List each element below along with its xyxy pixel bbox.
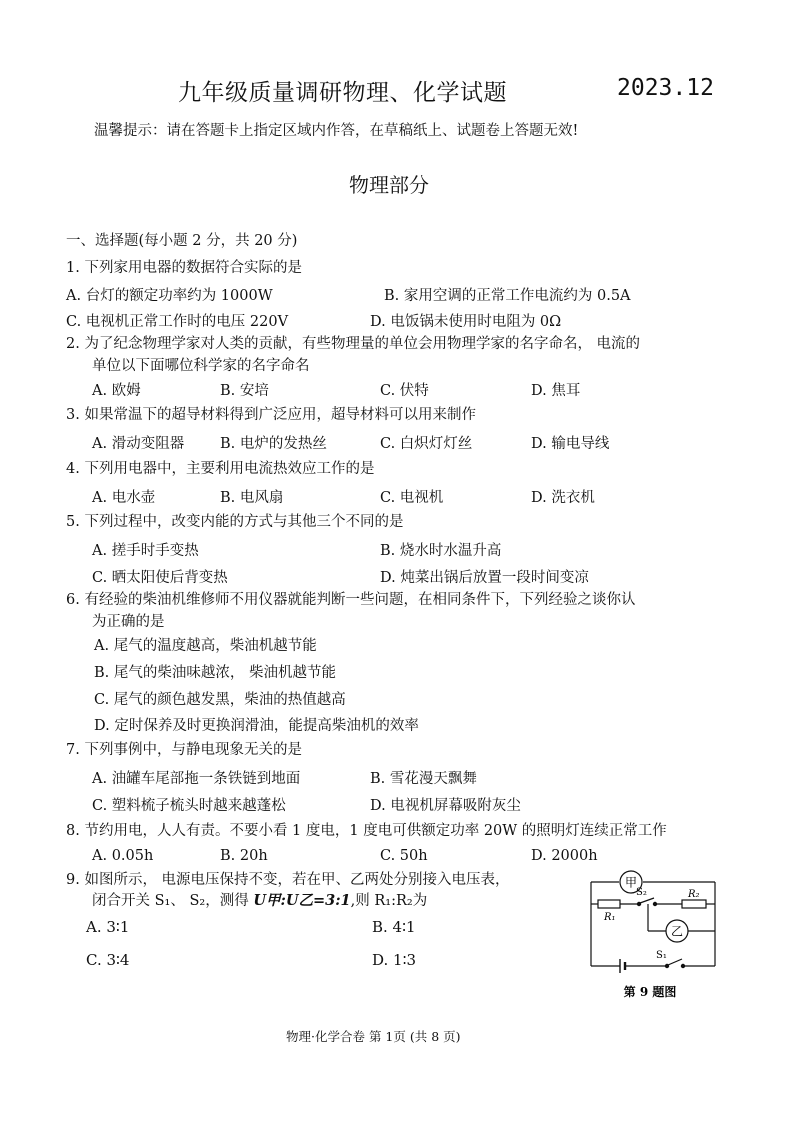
question-3-option-a: A. 滑动变阻器 <box>92 436 185 452</box>
question-6-option-a: A. 尾气的温度越高，柴油机越节能 <box>94 638 317 654</box>
r1-label: R₁ <box>604 912 616 923</box>
question-9-stem-line2 <box>92 890 427 912</box>
question-7-option-c: C. 塑料梳子梳头时越来越蓬松 <box>92 798 286 814</box>
page-footer: 物理·化学合卷 第 1页 (共 8 页) <box>286 1029 461 1044</box>
s2-label: S₂ <box>636 887 647 898</box>
question-4-option-d: D. 洗衣机 <box>531 490 595 506</box>
meter-yi-label: 乙 <box>670 924 684 939</box>
question-9-stem-line1: 9. 如图所示， 电源电压保持不变，若在甲、乙两处分别接入电压表， <box>66 872 510 888</box>
figure-9-caption: 第 9 题图 <box>623 985 677 999</box>
question-1-option-a: A. 台灯的额定功率约为 1000W <box>66 288 273 304</box>
question-1-option-c: C. 电视机正常工作时的电压 220V <box>66 314 289 330</box>
question-2-option-d: D. 焦耳 <box>531 383 581 399</box>
question-9-option-c: C. 3∶4 <box>86 951 130 969</box>
question-1-stem: 1. 下列家用电器的数据符合实际的是 <box>66 260 302 276</box>
question-3-option-b: B. 电炉的发热丝 <box>220 436 327 452</box>
question-2-stem-line1: 2. 为了纪念物理学家对人类的贡献，有些物理量的单位会用物理学家的名字命名， 电流的 <box>66 336 641 352</box>
question-1-option-b: B. 家用空调的正常工作电流约为 0.5A <box>384 288 631 304</box>
question-9-option-d: D. 1∶3 <box>372 951 417 969</box>
meter-jia-label: 甲 <box>624 875 638 890</box>
resistor-r1-shape <box>598 900 620 908</box>
question-9-stem-post: ,则 R₁:R₂为 <box>350 893 428 909</box>
question-9-option-a: A. 3∶1 <box>86 918 130 936</box>
s1-label: S₁ <box>656 950 667 961</box>
question-5-option-b: B. 烧水时水温升高 <box>380 543 502 559</box>
part-heading: 一、选择题(每小题 2 分，共 20 分) <box>66 233 298 249</box>
resistor-r2-shape <box>682 900 706 908</box>
question-3-stem: 3. 如果常温下的超导材料得到广泛应用，超导材料可以用来制作 <box>66 407 476 423</box>
question-9-stem-pre: 闭合开关 S₁、 S₂，测得 <box>92 893 254 909</box>
question-5-option-d: D. 炖菜出锅后放置一段时间变凉 <box>380 570 589 586</box>
exam-notice: 温馨提示：请在答题卡上指定区域内作答，在草稿纸上、试题卷上答题无效! <box>94 123 579 139</box>
question-6-stem-line2: 为正确的是 <box>92 614 165 630</box>
question-2-option-c: C. 伏特 <box>380 383 429 399</box>
question-7-option-b: B. 雪花漫天飘舞 <box>370 771 477 787</box>
question-2-option-a: A. 欧姆 <box>92 383 141 399</box>
question-4-option-b: B. 电风扇 <box>220 490 284 506</box>
question-2-option-b: B. 安培 <box>220 383 269 399</box>
question-4-option-a: A. 电水壶 <box>92 490 156 506</box>
question-3-option-c: C. 白炽灯灯丝 <box>380 436 473 452</box>
exam-date: 2023.12 <box>617 75 714 101</box>
question-5-option-c: C. 晒太阳使后背变热 <box>92 570 228 586</box>
question-2-stem-line2: 单位以下面哪位科学家的名字命名 <box>92 358 310 374</box>
question-8-option-a: A. 0.05h <box>92 848 154 864</box>
question-1-option-d: D. 电饭锅未使用时电阻为 0Ω <box>370 314 562 330</box>
question-6-option-b: B. 尾气的柴油味越浓， 柴油机越节能 <box>94 665 336 681</box>
exam-title: 九年级质量调研物理、化学试题 <box>178 80 507 106</box>
question-7-option-a: A. 油罐车尾部拖一条铁链到地面 <box>92 771 301 787</box>
question-8-option-d: D. 2000h <box>531 848 598 864</box>
r2-label: R₂ <box>688 889 700 900</box>
question-9-option-b: B. 4∶1 <box>372 918 416 936</box>
question-8-option-b: B. 20h <box>220 848 268 864</box>
question-5-option-a: A. 搓手时手变热 <box>92 543 199 559</box>
figure-9-circuit <box>582 866 727 1002</box>
question-6-option-d: D. 定时保养及时更换润滑油，能提高柴油机的效率 <box>94 718 419 734</box>
question-8-option-c: C. 50h <box>380 848 428 864</box>
question-5-stem: 5. 下列过程中，改变内能的方式与其他三个不同的是 <box>66 514 404 530</box>
question-7-stem: 7. 下列事例中，与静电现象无关的是 <box>66 742 302 758</box>
question-6-option-c: C. 尾气的颜色越发黑，柴油的热值越高 <box>94 692 346 708</box>
question-6-stem-line1: 6. 有经验的柴油机维修师不用仪器就能判断一些问题，在相同条件下，下列经验之谈你认 <box>66 592 636 608</box>
question-8-stem: 8. 节约用电，人人有责。不要小看 1 度电，1 度电可供额定功率 20W 的照明灯连续正常工作 <box>66 823 667 839</box>
section-title: 物理部分 <box>349 173 429 197</box>
question-7-option-d: D. 电视机屏幕吸附灰尘 <box>370 798 521 814</box>
question-9-formula: U甲:U乙=3:1 <box>253 892 351 909</box>
question-3-option-d: D. 输电导线 <box>531 436 610 452</box>
question-4-option-c: C. 电视机 <box>380 490 444 506</box>
question-4-stem: 4. 下列用电器中，主要利用电流热效应工作的是 <box>66 461 375 477</box>
